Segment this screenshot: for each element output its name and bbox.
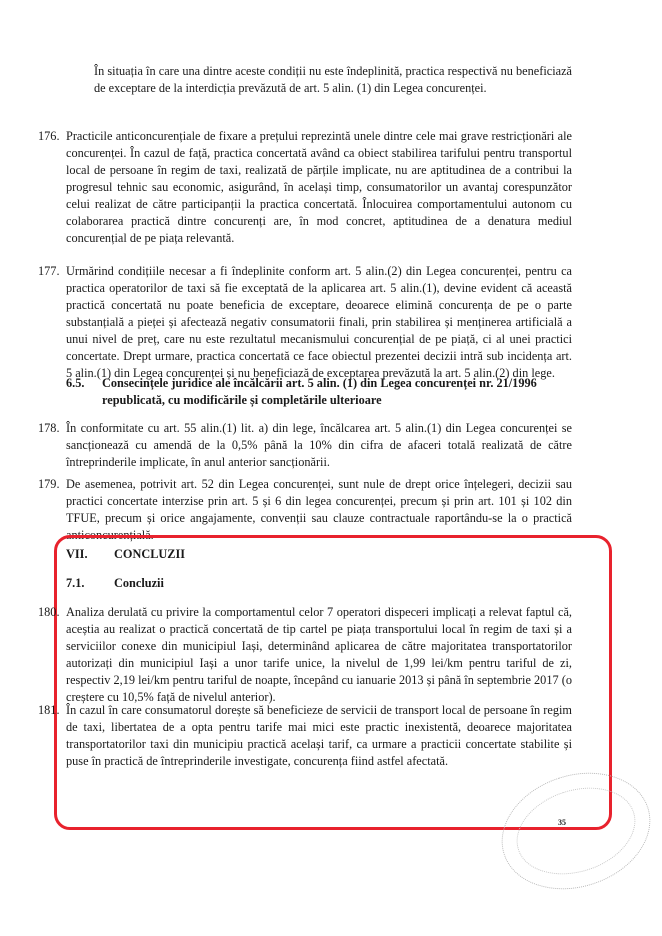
section-title-7-1: Concluzii xyxy=(114,576,164,590)
paragraph-178-number: 178. xyxy=(38,421,60,435)
paragraph-179 xyxy=(38,476,572,544)
paragraph-176 xyxy=(38,128,572,247)
section-heading-7 xyxy=(66,546,366,563)
paragraph-177-number: 177. xyxy=(38,264,60,278)
paragraph-180-number: 180. xyxy=(38,605,60,619)
paragraph-181 xyxy=(38,702,572,770)
section-number-7: VII. xyxy=(66,547,88,561)
paragraph-178-text: În conformitate cu art. 55 alin.(1) lit. a) din lege, încălcarea art. 5 alin.(1) din Legea concurenței se sancționează cu amendă de la 0,5% până la 10% din cifra de afaceri totală realizată de către întreprinderile implicate, în anul anterior sancționării. xyxy=(66,421,572,469)
section-heading-6-5 xyxy=(66,375,572,409)
page-number: 35 xyxy=(558,818,566,827)
paragraph-179-number: 179. xyxy=(38,477,60,491)
section-heading-7-1 xyxy=(66,575,366,592)
section-title-7: CONCLUZII xyxy=(114,547,186,561)
paragraph-181-number: 181. xyxy=(38,703,60,717)
paragraph-179-text: De asemenea, potrivit art. 52 din Legea concurenței, sunt nule de drept orice înțelegeri, decizii sau practici concertate interzise prin art. 5 și 6 din legea concurenței, precum și prin art. 101 și 102 din TFUE, precum și orice angajamente, convenții sau clauze contractuale raportându-se la o practică anticoncurențială. xyxy=(66,477,572,542)
section-number-7-1: 7.1. xyxy=(66,576,85,590)
paragraph-178 xyxy=(38,420,572,471)
paragraph-176-text: Practicile anticoncurențiale de fixare a prețului reprezintă unele dintre cele mai grave restricționări ale concurenței. În cazul de față, practica concertată având ca obiect stabilirea tarifului pentru transportul local de persoane în regim de taxi, realizată de părțile implicate, nu are aptitudinea de a contribui la progresul tehnic sau economic, asigurând, în același timp, consumatorilor un avantaj corespunzător celui realizat de către participanții la practica concertată. Înlocuirea comportamentului autonom cu colaborarea practică dintre concurenți are, în mod concret, aptitudinea de a denatura mediul concurențial de pe piața relevantă. xyxy=(66,129,572,245)
paragraph-intro-text: În situația în care una dintre aceste condiții nu este îndeplinită, practica respectivă nu beneficiază de exceptare de la interdicția prevăzută de art. 5 alin. (1) din Legea concurenței. xyxy=(94,64,572,95)
paragraph-177-text: Urmărind condițiile necesar a fi îndeplinite conform art. 5 alin.(2) din Legea concurenței, pentru ca practica operatorilor de taxi să fie exceptată de la aplicarea art. 5 alin.(1), devine evident că această practică concertată nu poate beneficia de exceptare, deoarece elimină concurența de pe o parte substanțială a pieței și afectează negativ consumatorii finali, prin stabilirea și menținerea artificială a unui nivel de preț, care nu este rezultatul mecanismului concurențial de pe piață, ci al unei practici concertate. Drept urmare, practica concertată ce face obiectul prezentei decizii intră sub incidența art. 5 alin.(1) din Legea concurenței și nu beneficiază de exceptarea prevăzută la art. 5 alin.(2) din lege. xyxy=(66,264,572,380)
section-number-6-5: 6.5. xyxy=(66,376,85,390)
paragraph-180 xyxy=(38,604,572,706)
paragraph-177 xyxy=(38,263,572,382)
paragraph-intro xyxy=(94,63,572,97)
paragraph-181-text: În cazul în care consumatorul dorește să beneficieze de servicii de transport local de persoane în regim de taxi, libertatea de a opta pentru tarife mai mici este practic inexistentă, deoarece majoritatea transportatorilor taxi din municipiu practică același tarif, ca urmare a practicii concertate stabilite și puse în practică de întreprinderile investigate, concurența fiind astfel afectată. xyxy=(66,703,572,768)
paragraph-180-text: Analiza derulată cu privire la comportamentul celor 7 operatori dispeceri implicați a relevat faptul că, aceștia au realizat o practică concertată de tip cartel pe piața transportului local în regim de taxi și a serviciilor conexe din municipiul Iași, determinând aplicarea de către majoritatea transportatorilor autorizați din municipiul Iași a unor tarife unice, la nivelul de 1,99 lei/km pentru tariful de zi, respectiv 2,19 lei/km pentru tariful de noapte, începând cu ianuarie 2013 și până în septembrie 2017 (o creștere cu 10,5% față de nivelul anterior). xyxy=(66,605,572,704)
paragraph-176-number: 176. xyxy=(38,129,60,143)
section-title-6-5: Consecințele juridice ale încălcării art. 5 alin. (1) din Legea concurenței nr. 21/1996 republicată, cu modificările și completările ulterioare xyxy=(102,376,537,407)
